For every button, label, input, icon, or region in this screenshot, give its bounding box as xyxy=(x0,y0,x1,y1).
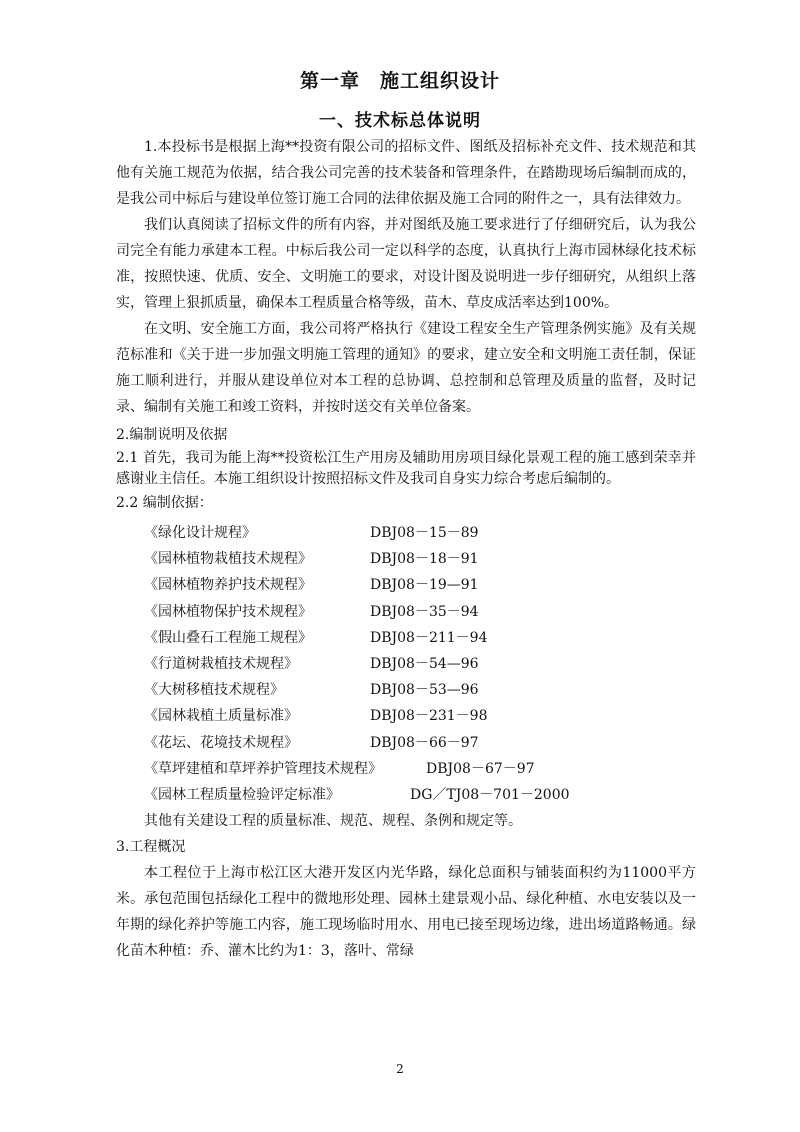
reference-code: DBJ08－15－89 xyxy=(370,525,479,541)
reference-list xyxy=(116,520,696,808)
reference-item xyxy=(116,546,696,572)
reference-code: DBJ08－35－94 xyxy=(370,603,479,620)
reference-item xyxy=(116,572,696,598)
paragraph-3: 在文明、安全施工方面，我公司将严格执行《建设工程安全生产管理条例实施》及有关规范标准和《关于进一步加强文明施工管理的通知》的要求，建立安全和文明施工责任制，保证施工顺利进行，并服从建设单位对本工程的总协调、总控制和总管理及质量的监督，及时记录、编制有关施工和竣工资料，并按时送交有关单位备案。 xyxy=(116,321,696,415)
section-title: 一、技术标总体说明 xyxy=(319,111,481,131)
reference-item xyxy=(116,703,696,729)
paragraph-2: 我们认真阅读了招标文件的所有内容，并对图纸及施工要求进行了仔细研究后，认为我公司完全有能力承建本工程。中标后我公司一定以科学的态度，认真执行上海市园林绿化技术标准，按照快速、优质、安全、文明施工的要求，对设计图及说明进一步仔细研究，从组织上落实，管理上狠抓质量，确保本工程质量合格等级，苗木、草皮成活率达到100%。 xyxy=(116,217,696,311)
reference-code: DBJ08－231－98 xyxy=(370,708,488,725)
reference-code: DBJ08－54—96 xyxy=(370,655,479,672)
reference-item xyxy=(116,756,696,782)
reference-name: 《花坛、花境技术规程》 xyxy=(144,734,298,751)
reference-item xyxy=(116,599,696,625)
reference-code: DBJ08－211－94 xyxy=(370,629,488,646)
heading-2: 2.编制说明及依据 xyxy=(116,427,228,443)
reference-name: 《大树移植技术规程》 xyxy=(144,682,284,699)
page-number: 2 xyxy=(396,1062,404,1076)
paragraph-1: 1.本投标书是根据上海**投资有限公司的招标文件、图纸及招标补充文件、技术规范和其他有关施工规范为依据，结合我公司完善的技术装备和管理条件，在踏勘现场后编制而成的，是我公司中标后与建设单位签订施工合同的法律依据及施工合同的附件之一，具有法律效力。 xyxy=(116,139,696,207)
reference-item xyxy=(116,625,696,651)
reference-name: 《假山叠石工程施工规程》 xyxy=(144,629,312,646)
reference-item xyxy=(116,677,696,703)
heading-3: 3.工程概况 xyxy=(116,839,186,856)
reference-item xyxy=(116,730,696,756)
reference-name: 《绿化设计规程》 xyxy=(144,525,256,541)
reference-code: DG／TJ08－701－2000 xyxy=(410,786,570,803)
reference-item xyxy=(116,782,696,808)
reference-name: 《草坪建植和草坪养护管理技术规程》 xyxy=(144,760,382,777)
reference-name: 《园林栽植土质量标准》 xyxy=(144,708,298,725)
reference-name: 《园林植物保护技术规程》 xyxy=(144,603,312,620)
document-body xyxy=(116,134,696,964)
paragraph-2-1: 2.1 首先，我司为能上海**投资松江生产用房及辅助用房项目绿化景观工程的施工感到荣幸并感谢业主信任。本施工组织设计按照招标文件及我司自身实力综合考虑后编制的。 xyxy=(116,450,696,487)
paragraph-3-1: 本工程位于上海市松江区大港开发区内光华路，绿化总面积与铺装面积约为11000平方米。承包范围包括绿化工程中的微地形处理、园林土建景观小品、绿化种植、水电安装以及一年期的绿化养护等施工内容，施工现场临时用水、用电已接至现场边缘，进出场道路畅通。绿化苗木种植：乔、灌木比约为1：3，落叶、常绿 xyxy=(116,865,696,960)
references-tail: 其他有关建设工程的质量标准、规范、规程、条例和规定等。 xyxy=(144,813,522,830)
reference-name: 《园林工程质量检验评定标准》 xyxy=(144,786,340,803)
reference-item xyxy=(116,651,696,677)
reference-code: DBJ08－67－97 xyxy=(426,760,535,777)
reference-name: 《园林植物养护技术规程》 xyxy=(144,577,312,594)
reference-code: DBJ08－53—96 xyxy=(370,682,479,699)
reference-name: 《园林植物栽植技术规程》 xyxy=(144,551,312,568)
reference-code: DBJ08－66－97 xyxy=(370,734,479,751)
reference-item xyxy=(116,520,696,546)
reference-code: DBJ08－18－91 xyxy=(370,551,479,568)
reference-code: DBJ08－19—91 xyxy=(370,577,479,594)
reference-name: 《行道树栽植技术规程》 xyxy=(144,655,298,672)
chapter-title: 第一章 施工组织设计 xyxy=(299,70,500,92)
heading-2-2: 2.2 编制依据： xyxy=(116,495,213,511)
